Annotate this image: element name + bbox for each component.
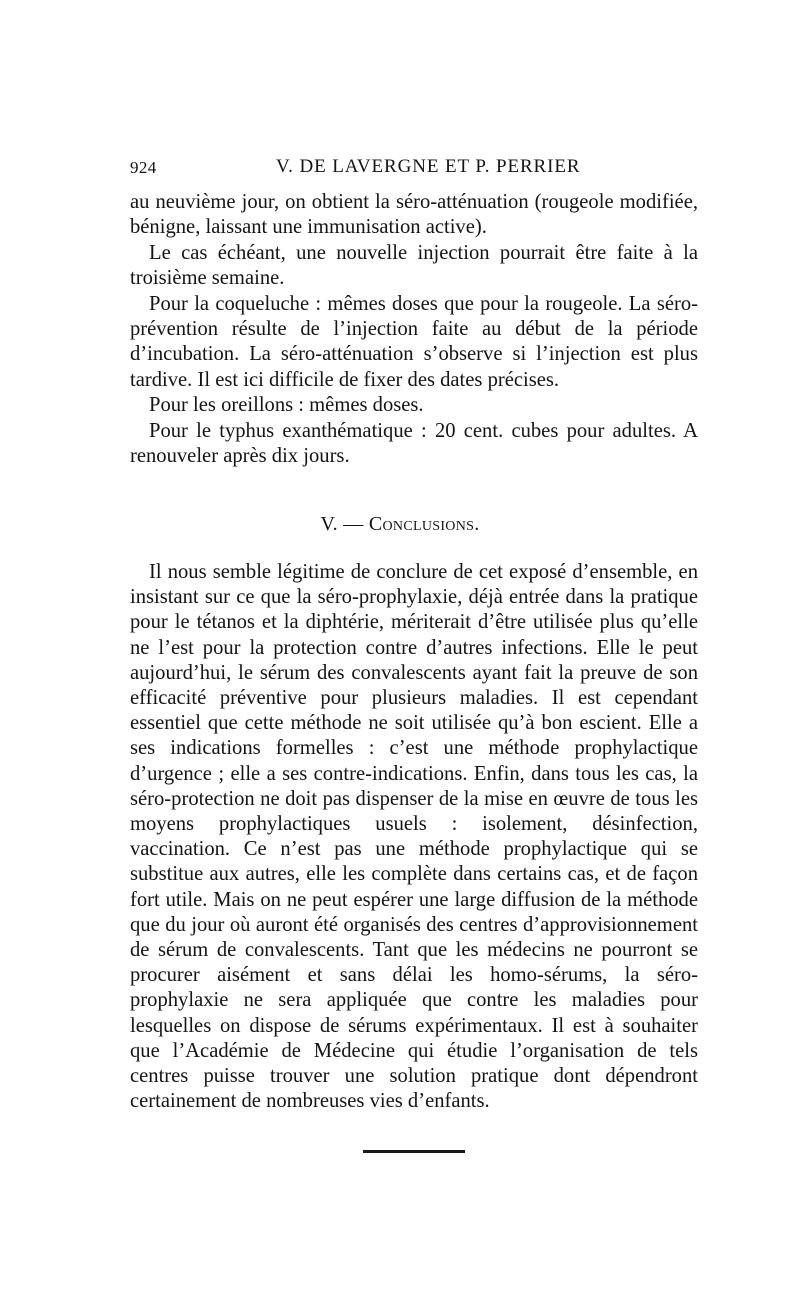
section-heading bbox=[0, 513, 800, 536]
paragraph-typhus: Pour le typhus exanthématique : 20 cent. cubes pour adultes. A renouveler après dix jours. bbox=[130, 419, 698, 468]
paragraph-whooping-cough: Pour la coqueluche : mêmes doses que pour la rougeole. La séro-prévention résulte de l’injection faite au début de la période d’incubation. La séro-atténuation s’observe si l’injection est plus tardive. Il est ici difficile de fixer des dates précises. bbox=[130, 292, 698, 391]
dosage-text-block bbox=[130, 190, 698, 469]
end-rule bbox=[363, 1150, 465, 1153]
paragraph-mumps: Pour les oreillons : mêmes doses. bbox=[149, 394, 424, 417]
paragraph-second-injection: Le cas échéant, une nouvelle injection pourrait être faite à la troisième semaine. bbox=[130, 241, 698, 290]
running-title: V. DE LAVERGNE ET P. PERRIER bbox=[276, 156, 581, 177]
paragraph-measles-continuation: au neuvième jour, on obtient la séro-atténuation (rougeole modifiée, bénigne, laissant une immunisation active). bbox=[130, 191, 698, 239]
conclusion-text-block bbox=[130, 560, 698, 1114]
page-header bbox=[130, 150, 695, 180]
section-number: V. — bbox=[320, 513, 364, 535]
section-title: Conclusions. bbox=[368, 513, 480, 535]
paragraph-conclusion: Il nous semble légitime de conclure de cet exposé d’ensemble, en insistant sur ce que la séro-prophylaxie, déjà entrée dans la pratique pour le tétanos et la diphtérie, mériterait d’être utilisée plus qu’elle ne l’est pour la protection contre d’autres infections. Elle le peut aujourd’hui, le sérum des convalescents ayant fait la preuve de son efficacité préventive pour plusieurs maladies. Il est cependant essentiel que cette méthode ne soit utilisée qu’à bon escient. Elle a ses indications formelles : c’est une méthode prophylactique d’urgence ; elle a ses contre-indications. Enfin, dans tous les cas, la séro-protection ne doit pas dispenser de la mise en œuvre de tous les moyens prophylactiques usuels : isolement, désinfection, vaccination. Ce n’est pas une méthode prophylactique qui se substitue aux autres, elle les complète dans certains cas, et de façon fort utile. Mais on ne peut espérer une large diffusion de la méthode que du jour où auront été organisés des centres d’approvisionnement de sérum de convalescents. Tant que les médecins ne pourront se procurer aisément et sans délai les homo-sérums, la séro-prophylaxie ne sera appliquée que contre les maladies pour lesquelles on dispose de sérums expérimentaux. Il est à souhaiter que l’Académie de Médecine qui étudie l’organisation de tels centres puisse trouver une solution pratique dont dépendront certainement de nombreuses vies d’enfants. bbox=[130, 561, 698, 1113]
page-number: 924 bbox=[130, 158, 157, 177]
